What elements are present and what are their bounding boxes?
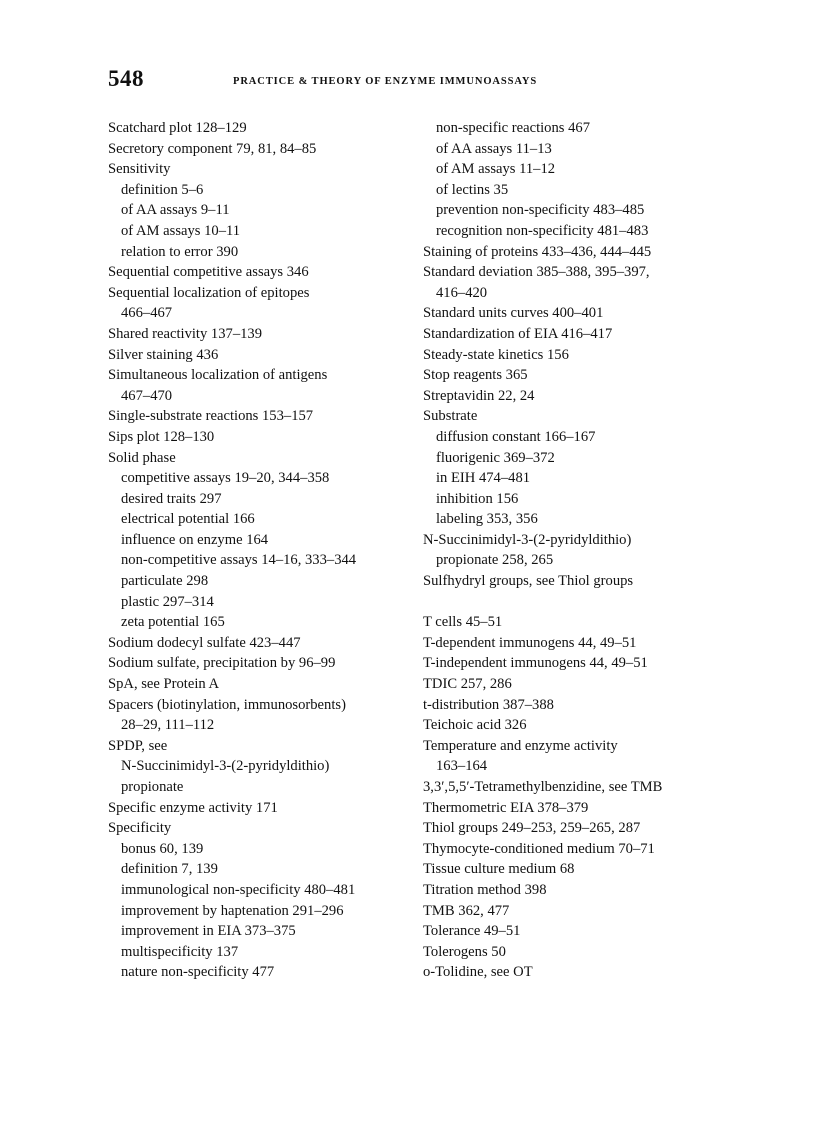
index-subentry: influence on enzyme 164 — [121, 531, 269, 548]
index-entry: Standardization of EIA 416–417 — [423, 325, 613, 342]
index-subentry: labeling 353, 356 — [436, 511, 538, 528]
index-entry: Single-substrate reactions 153–157 — [108, 408, 314, 425]
index-subentry: improvement by haptenation 291–296 — [121, 902, 344, 919]
index-entry: Sodium dodecyl sulfate 423–447 — [108, 634, 301, 651]
index-entry: Specific enzyme activity 171 — [108, 799, 278, 816]
index-subentry: non-competitive assays 14–16, 333–344 — [121, 552, 357, 569]
index-entry: Substrate — [423, 408, 478, 425]
index-entry: Shared reactivity 137–139 — [108, 325, 263, 342]
index-subentry: improvement in EIA 373–375 — [121, 923, 296, 940]
index-entry: Sequential localization of epitopes — [108, 284, 310, 301]
index-entry: Teichoic acid 326 — [423, 717, 527, 734]
index-entry: Silver staining 436 — [108, 346, 219, 363]
index-entry: Sips plot 128–130 — [108, 428, 215, 445]
index-subentry: propionate — [121, 779, 184, 795]
index-entry: T cells 45–51 — [423, 614, 503, 631]
index-entry: Tissue culture medium 68 — [423, 861, 575, 878]
index-entry: Temperature and enzyme activity — [423, 737, 618, 754]
index-subentry: competitive assays 19–20, 344–358 — [121, 470, 330, 487]
index-entry: Simultaneous localization of antigens — [108, 367, 328, 384]
index-entry: N-Succinimidyl-3-(2-pyridyldithio) — [423, 531, 632, 548]
index-subentry: in EIH 474–481 — [436, 470, 531, 487]
index-spacer — [423, 592, 753, 613]
index-entry: Specificity — [108, 820, 172, 837]
index-entry: Steady-state kinetics 156 — [423, 346, 569, 363]
index-subentry: of lectins 35 — [436, 181, 509, 198]
index-subentry: definition 5–6 — [121, 181, 204, 198]
index-entry: Solid phase — [108, 449, 176, 466]
index-subentry: particulate 298 — [121, 573, 209, 590]
page-number: 548 — [108, 66, 144, 91]
index-subentry: N-Succinimidyl-3-(2-pyridyldithio) — [121, 758, 330, 775]
index-entry: Thiol groups 249–253, 259–265, 287 — [423, 820, 641, 837]
index-entry: Tolerance 49–51 — [423, 923, 521, 940]
index-subentry: of AM assays 10–11 — [121, 222, 241, 239]
index-subentry: 28–29, 111–112 — [121, 717, 215, 734]
index-entry: 3,3′,5,5′-Tetramethylbenzidine, see TMB — [423, 779, 663, 795]
index-subentry: definition 7, 139 — [121, 861, 218, 878]
index-subentry: of AM assays 11–12 — [436, 161, 556, 178]
index-entry: Staining of proteins 433–436, 444–445 — [423, 243, 652, 260]
index-subentry: of AA assays 11–13 — [436, 140, 552, 157]
index-subentry: 467–470 — [121, 387, 173, 404]
index-subentry: prevention non-specificity 483–485 — [436, 202, 645, 219]
index-entry: Spacers (biotinylation, immunosorbents) — [108, 696, 346, 713]
index-entry: Titration method 398 — [423, 881, 547, 898]
index-subentry: 466–467 — [121, 305, 173, 322]
index-subentry: relation to error 390 — [121, 243, 239, 260]
running-head: PRACTICE & THEORY OF ENZYME IMMUNOASSAYS — [233, 76, 538, 87]
index-entry: Standard units curves 400–401 — [423, 305, 604, 322]
index-entry: TDIC 257, 286 — [423, 676, 512, 693]
index-subentry: plastic 297–314 — [121, 593, 214, 610]
index-entry: Sulfhydryl groups, see Thiol groups — [423, 573, 634, 590]
index-entry: Thymocyte-conditioned medium 70–71 — [423, 840, 655, 857]
index-subentry: immunological non-specificity 480–481 — [121, 881, 356, 898]
index-entry: Streptavidin 22, 24 — [423, 387, 535, 404]
index-entry: Scatchard plot 128–129 — [108, 120, 247, 136]
index-subentry: diffusion constant 166–167 — [436, 428, 596, 445]
index-subentry: non-specific reactions 467 — [436, 120, 590, 136]
index-entry: T-independent immunogens 44, 49–51 — [423, 655, 648, 672]
index-subentry: propionate 258, 265 — [436, 552, 554, 569]
index-entry: Stop reagents 365 — [423, 367, 528, 384]
index-entry: Tolerogens 50 — [423, 943, 506, 960]
index-entry: T-dependent immunogens 44, 49–51 — [423, 634, 637, 651]
index-subentry: recognition non-specificity 481–483 — [436, 222, 649, 239]
index-subentry: 416–420 — [436, 284, 488, 301]
index-entry: Sodium sulfate, precipitation by 96–99 — [108, 655, 336, 672]
index-subentry: 163–164 — [436, 758, 488, 775]
index-entry: Secretory component 79, 81, 84–85 — [108, 140, 317, 157]
index-column-left — [108, 118, 408, 983]
index-entry: Thermometric EIA 378–379 — [423, 799, 589, 816]
index-entry: Sensitivity — [108, 161, 171, 178]
index-entry: Sequential competitive assays 346 — [108, 264, 309, 281]
index-subentry: bonus 60, 139 — [121, 840, 204, 857]
index-column-right — [423, 118, 753, 983]
index-subentry: nature non-specificity 477 — [121, 964, 275, 981]
index-subentry: zeta potential 165 — [121, 614, 225, 631]
index-entry: SPDP, see — [108, 737, 168, 754]
index-entry: TMB 362, 477 — [423, 902, 510, 919]
index-entry: o-Tolidine, see OT — [423, 964, 533, 981]
index-entry: Standard deviation 385–388, 395–397, — [423, 264, 650, 281]
index-subentry: electrical potential 166 — [121, 511, 255, 528]
index-subentry: multispecificity 137 — [121, 943, 239, 960]
index-subentry: fluorigenic 369–372 — [436, 449, 555, 466]
index-subentry: of AA assays 9–11 — [121, 202, 230, 219]
index-subentry: desired traits 297 — [121, 490, 222, 507]
index-entry: t-distribution 387–388 — [423, 696, 554, 713]
index-subentry: inhibition 156 — [436, 490, 519, 507]
index-entry: SpA, see Protein A — [108, 676, 220, 693]
